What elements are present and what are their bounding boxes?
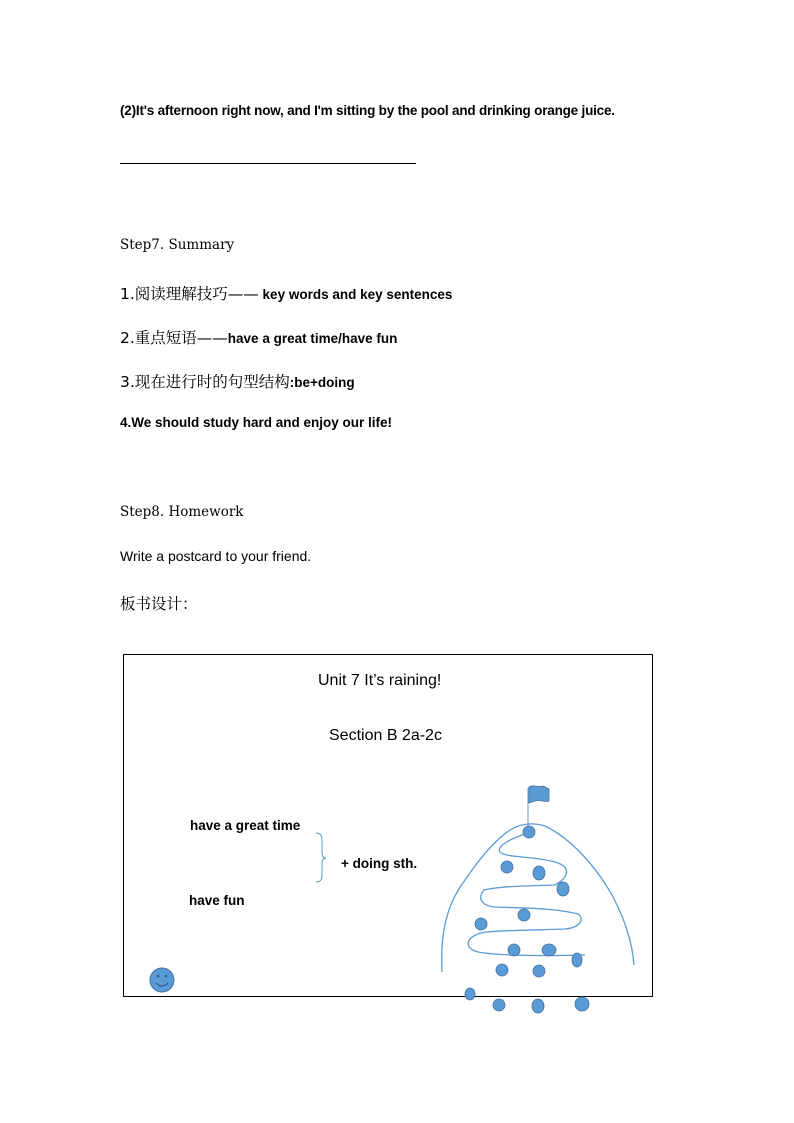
summary-item-4: 4.We should study hard and enjoy our life! — [120, 415, 393, 430]
smiley-face-icon — [150, 968, 174, 992]
board-connector: + doing sth. — [341, 856, 418, 871]
homework-text: Write a postcard to your friend. — [120, 548, 312, 564]
summary-item-3-en: :be+doing — [289, 375, 355, 390]
summary-heading: Step7. Summary — [120, 237, 235, 253]
dot — [572, 953, 582, 967]
dot — [523, 826, 535, 838]
mountain-outline — [442, 824, 634, 972]
summary-item-1-cn: 1.阅读理解技巧—— — [120, 285, 259, 303]
dot — [518, 909, 530, 921]
board-design-label: 板书设计： — [120, 595, 198, 613]
dot — [493, 999, 505, 1011]
dot — [557, 882, 569, 896]
board-phrase-2: have fun — [189, 893, 245, 908]
dot — [465, 988, 475, 1000]
dot — [533, 965, 545, 977]
question-2: (2)It's afternoon right now, and I'm sitting by the pool and drinking orange juice. — [120, 103, 615, 118]
dot-group — [465, 826, 589, 1013]
dot — [533, 866, 545, 880]
dot — [508, 944, 520, 956]
dot — [575, 997, 589, 1011]
dot — [542, 944, 556, 956]
summary-item-2-en: have a great time/have fun — [227, 331, 398, 346]
summary-item-2-cn: 2.重点短语—— — [120, 329, 228, 347]
board-section: Section B 2a-2c — [329, 727, 442, 744]
dot — [532, 999, 544, 1013]
homework-heading: Step8. Homework — [120, 504, 244, 520]
dot — [475, 918, 487, 930]
summary-item-1-en: key words and key sentences — [258, 287, 453, 302]
dot — [496, 964, 508, 976]
board-phrase-1: have a great time — [190, 818, 301, 833]
dot — [501, 861, 513, 873]
board-title: Unit 7 It’s raining! — [318, 672, 442, 689]
brace-icon — [316, 833, 326, 882]
summary-item-3-cn: 3.现在进行时的句型结构 — [120, 373, 290, 391]
flag-icon — [529, 786, 549, 803]
